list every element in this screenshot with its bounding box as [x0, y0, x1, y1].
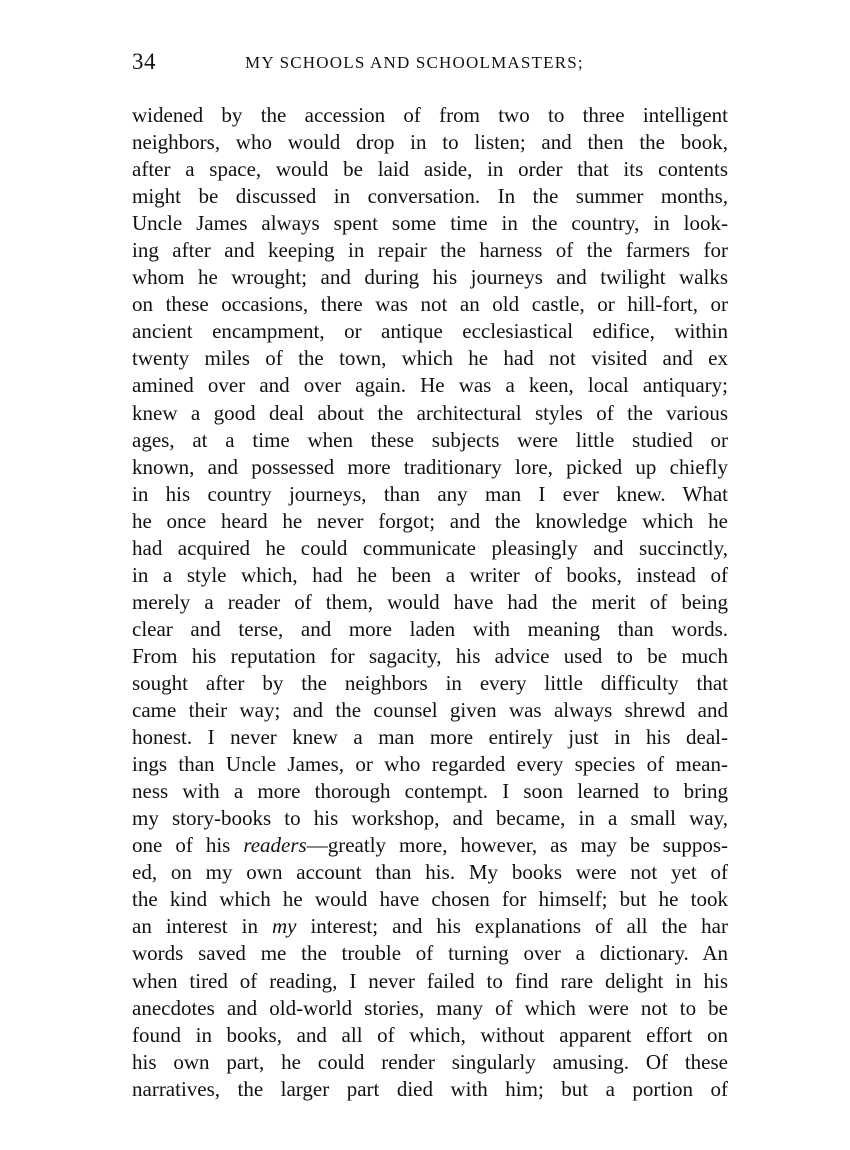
text-line: narratives, the larger part died with him; but a portion of — [132, 1076, 728, 1101]
text-line: merely a reader of them, would have had the merit of being — [132, 589, 728, 614]
text-line: From his reputation for sagacity, his advice used to be much — [132, 643, 728, 668]
running-title: MY SCHOOLS AND SCHOOLMASTERS; — [245, 53, 584, 72]
text-line: known, and possessed more traditionary lore, picked up chiefly — [132, 454, 728, 479]
text-line: he once heard he never forgot; and the knowledge which he — [132, 508, 728, 533]
text-line: whom he wrought; and during his journeys and twilight walks — [132, 265, 728, 290]
text-line: after a space, would be laid aside, in order that its contents — [132, 157, 728, 182]
text-line — [132, 913, 728, 940]
text-line: ness with a more thorough contempt. I soon learned to bring — [132, 779, 728, 804]
text-fragment: an interest in — [132, 914, 272, 939]
text-line: twenty miles of the town, which he had not visited and ex — [132, 346, 728, 371]
text-line: when tired of reading, I never failed to find rare delight in his — [132, 968, 728, 993]
text-line: words saved me the trouble of turning over a dictionary. An — [132, 941, 728, 966]
text-line: on these occasions, there was not an old castle, or hill-fort, or — [132, 292, 728, 317]
body-text — [132, 102, 728, 1103]
text-line — [132, 832, 728, 859]
text-line: the kind which he would have chosen for himself; but he took — [132, 887, 728, 912]
text-line: ing after and keeping in repair the harness of the farmers for — [132, 238, 728, 263]
text-fragment: one of his — [132, 833, 244, 858]
italic-word: my — [271, 914, 297, 939]
italic-word: readers — [243, 833, 307, 858]
text-line: knew a good deal about the architectural styles of the various — [132, 400, 728, 425]
text-line: ancient encampment, or antique ecclesiastical edifice, within — [132, 319, 728, 344]
text-line: widened by the accession of from two to three intelligent — [132, 103, 728, 127]
text-line: came their way; and the counsel given was always shrewd and — [132, 698, 728, 723]
text-line: in his country journeys, than any man I ever knew. What — [132, 481, 728, 506]
text-line: honest. I never knew a man more entirely just in his deal- — [132, 725, 728, 750]
text-line: had acquired he could communicate pleasingly and succinctly, — [132, 535, 728, 560]
text-line: Uncle James always spent some time in the country, in look- — [132, 211, 728, 236]
text-line: ed, on my own account than his. My books were not yet of — [132, 860, 728, 885]
text-line: his own part, he could render singularly amusing. Of these — [132, 1049, 728, 1074]
text-line: found in books, and all of which, without apparent effort on — [132, 1022, 728, 1047]
text-line: sought after by the neighbors in every little difficulty that — [132, 670, 728, 695]
text-fragment: —greatly more, however, as may be suppos- — [306, 833, 728, 858]
text-line: in a style which, had he been a writer of books, instead of — [132, 562, 728, 587]
page-number: 34 — [132, 49, 156, 74]
text-line: might be discussed in conversation. In the summer months, — [132, 184, 728, 209]
text-line: ages, at a time when these subjects were little studied or — [132, 427, 728, 452]
text-fragment: interest; and his explanations of all the har — [296, 914, 728, 939]
page-header — [132, 49, 730, 79]
text-line: my story-books to his workshop, and became, in a small way, — [132, 806, 728, 831]
text-line: neighbors, who would drop in to listen; and then the book, — [132, 130, 728, 155]
text-line: clear and terse, and more laden with meaning than words. — [132, 616, 728, 641]
text-line: anecdotes and old-world stories, many of which were not to be — [132, 995, 728, 1020]
text-line: ings than Uncle James, or who regarded every species of mean- — [132, 752, 728, 777]
text-line: amined over and over again. He was a keen, local antiquary; — [132, 373, 728, 398]
